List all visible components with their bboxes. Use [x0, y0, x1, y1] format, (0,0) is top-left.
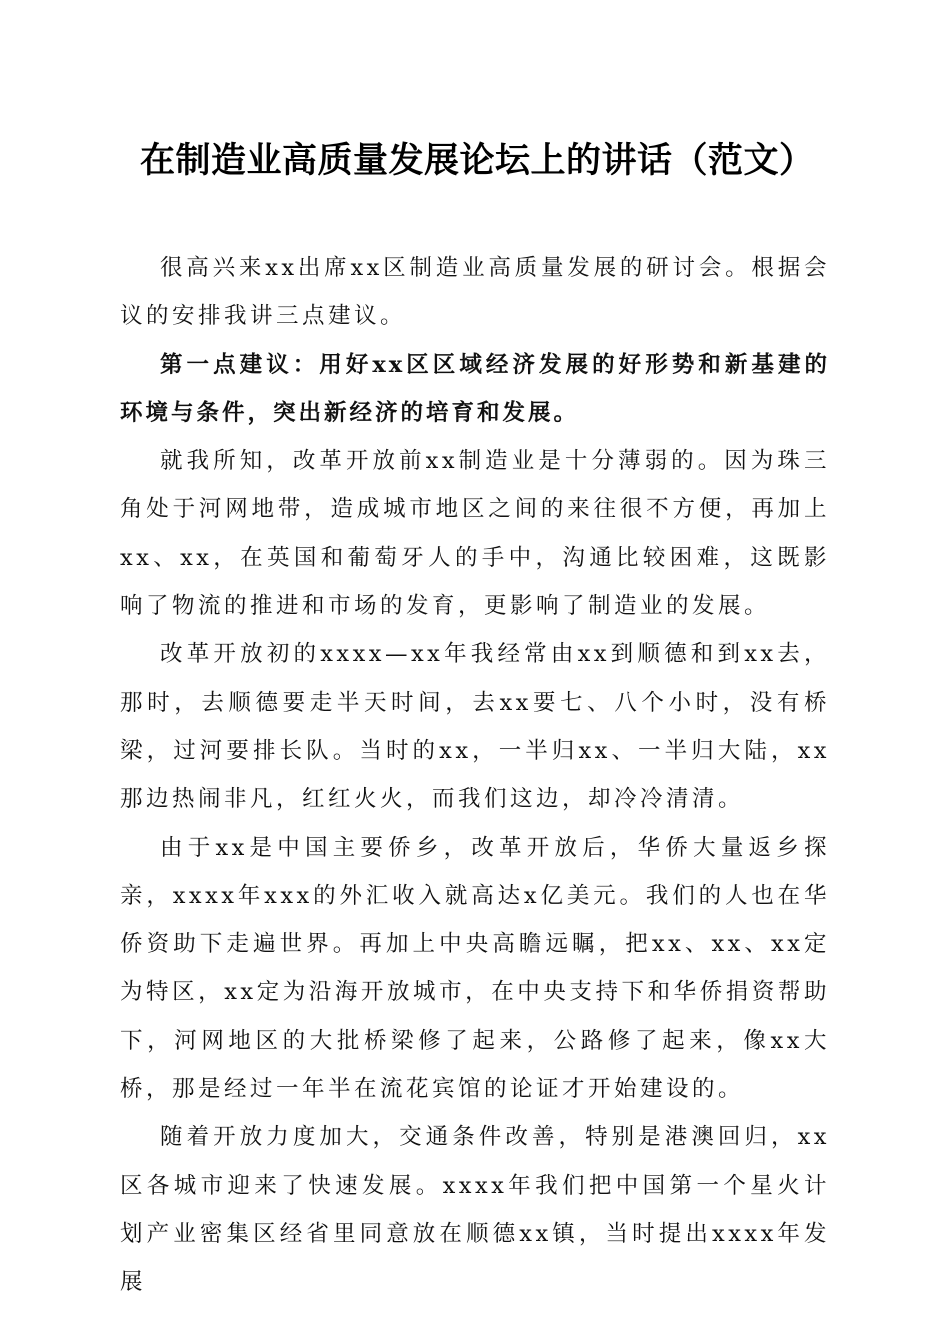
- paragraph-opening-up: 随着开放力度加大，交通条件改善，特别是港澳回归，xx区各城市迎来了快速发展。xxxx年我们把中国第一个星火计划产业密集区经省里同意放在顺德xx镇，当时提出xxxx年发展: [120, 1124, 830, 1296]
- document-title: 在制造业高质量发展论坛上的讲话（范文）: [140, 140, 815, 181]
- paragraph-background: 就我所知，改革开放前xx制造业是十分薄弱的。因为珠三角处于河网地带，造成城市地区之间的来往很不方便，再加上xx、xx，在英国和葡萄牙人的手中，沟通比较困难，这既影响了物流的推进和市场的发育，更影响了制造业的发展。: [120, 448, 830, 620]
- paragraph-early-reform: 改革开放初的xxxx—xx年我经常由xx到顺德和到xx去，那时，去顺德要走半天时间，去xx要七、八个小时，没有桥梁，过河要排长队。当时的xx，一半归xx、一半归大陆，xx那边热闹非凡，红红火火，而我们这边，却冷冷清清。: [120, 641, 830, 813]
- paragraph-first-suggestion: 第一点建议：用好xx区区域经济发展的好形势和新基建的环境与条件，突出新经济的培育和发展。: [120, 351, 830, 426]
- paragraph-overseas-chinese: 由于xx是中国主要侨乡，改革开放后，华侨大量返乡探亲，xxxx年xxx的外汇收入就高达x亿美元。我们的人也在华侨资助下走遍世界。再加上中央高瞻远瞩，把xx、xx、xx定为特区，xx定为沿海开放城市，在中央支持下和华侨捐资帮助下，河网地区的大批桥梁修了起来，公路修了起来，像xx大桥，那是经过一年半在流花宾馆的论证才开始建设的。: [120, 834, 830, 1103]
- paragraph-intro: 很高兴来xx出席xx区制造业高质量发展的研讨会。根据会议的安排我讲三点建议。: [120, 255, 830, 330]
